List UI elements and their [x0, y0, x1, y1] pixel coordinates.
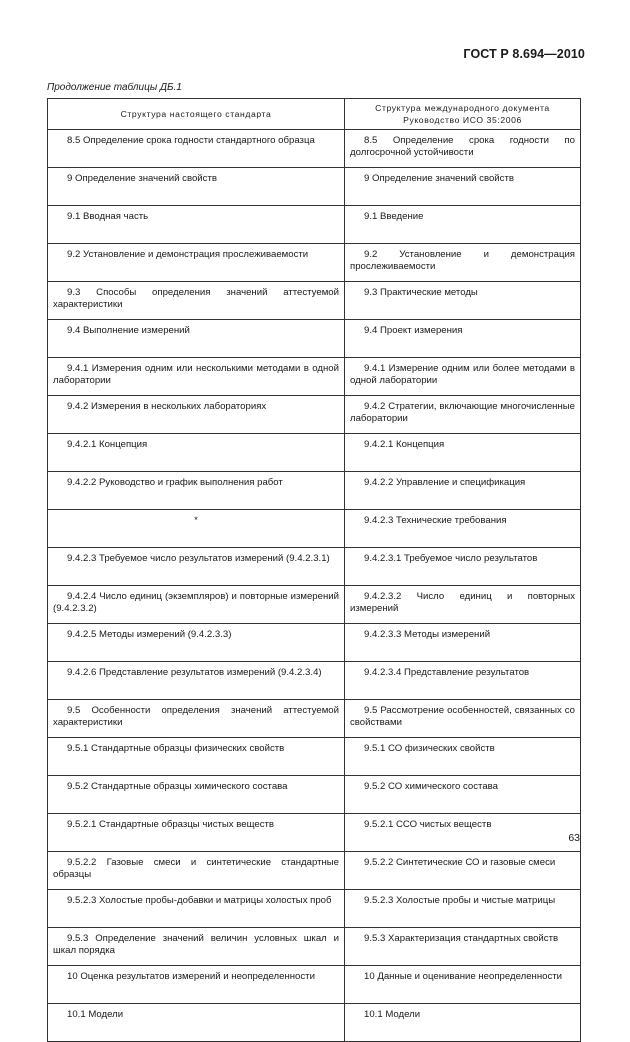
table-row: [48, 320, 581, 358]
cell-text: 9.4 Проект измерения: [364, 325, 463, 336]
table-row: [48, 1004, 581, 1042]
cell-iso-guide: [345, 814, 581, 852]
cell-iso-guide: [345, 548, 581, 586]
table-row: [48, 472, 581, 510]
cell-text: 9.4.2.3.4 Представление результатов: [364, 667, 530, 678]
cell-text: 9.4.1 Измерения одним или несколькими методами в одной лаборатории: [53, 363, 339, 386]
cell-text: 10 Данные и оценивание неопределенности: [364, 971, 563, 982]
cell-text: 9.5.2.3 Холостые пробы и чистые матрицы: [364, 895, 556, 906]
cell-iso-guide: [345, 738, 581, 776]
cell-iso-guide: [345, 472, 581, 510]
cell-text: 9.4.2.1 Концепция: [364, 439, 445, 450]
table-row: [48, 662, 581, 700]
cell-text: 9.5.2 СО химического состава: [364, 781, 499, 792]
cell-iso-guide: [345, 282, 581, 320]
cell-iso-guide: [345, 624, 581, 662]
cell-text: 9.4.2.3.3 Методы измерений: [364, 629, 491, 640]
table-row: [48, 586, 581, 624]
table-row: [48, 890, 581, 928]
cell-iso-guide: [345, 206, 581, 244]
cell-this-standard: [48, 624, 345, 662]
cell-iso-guide: [345, 320, 581, 358]
cell-text: 9.4.2.4 Число единиц (экземпляров) и повторные измерений (9.4.2.3.2): [53, 591, 339, 614]
cell-text: 9.4.2.1 Концепция: [67, 439, 148, 450]
cell-text: 9.3 Практические методы: [364, 287, 478, 298]
cell-iso-guide: [345, 396, 581, 434]
cell-iso-guide: [345, 852, 581, 890]
table-row: [48, 814, 581, 852]
cell-this-standard: [48, 662, 345, 700]
cell-text: 9.5.2 Стандартные образцы химического состава: [67, 781, 288, 792]
table-row: [48, 282, 581, 320]
cell-text: 9.5.2.1 Стандартные образцы чистых веществ: [67, 819, 274, 830]
cell-iso-guide: [345, 700, 581, 738]
cell-text: 9.5.1 Стандартные образцы физических свойств: [67, 743, 285, 754]
column-header-this-standard: Структура настоящего стандарта: [48, 99, 345, 130]
correspondence-table: [47, 98, 581, 1042]
cell-text: 10.1 Модели: [67, 1009, 124, 1020]
cell-text: 9.5.2.2 Синтетические СО и газовые смеси: [364, 857, 556, 868]
cell-this-standard: [48, 700, 345, 738]
cell-this-standard: [48, 586, 345, 624]
cell-text: 10 Оценка результатов измерений и неопределенности: [67, 971, 315, 982]
table-row: [48, 776, 581, 814]
cell-text: 9 Определение значений свойств: [364, 173, 514, 184]
cell-text: 9.4.1 Измерение одним или более методами в одной лаборатории: [350, 363, 575, 386]
table-row: [48, 206, 581, 244]
cell-text: 9.4.2.3 Требуемое число результатов измерений (9.4.2.3.1): [67, 553, 330, 564]
cell-text: 9.4.2.2 Руководство и график выполнения работ: [67, 477, 283, 488]
cell-text: 9.4.2.3.2 Число единиц и повторных измерений: [350, 591, 575, 614]
cell-iso-guide: [345, 662, 581, 700]
cell-text: 9.4.2 Стратегии, включающие многочисленные лаборатории: [350, 401, 575, 424]
cell-text: 9.5.3 Характеризация стандартных свойств: [364, 933, 559, 944]
cell-this-standard: [48, 814, 345, 852]
cell-this-standard: [48, 472, 345, 510]
cell-iso-guide: [345, 434, 581, 472]
cell-this-standard: [48, 738, 345, 776]
cell-this-standard: [48, 1004, 345, 1042]
cell-this-standard: [48, 928, 345, 966]
table-row: [48, 434, 581, 472]
cell-text: *: [194, 515, 198, 526]
cell-text: 9.5.2.3 Холостые пробы-добавки и матрицы холостых проб: [67, 895, 332, 906]
cell-text: 10.1 Модели: [364, 1009, 421, 1020]
table-row: [48, 548, 581, 586]
cell-text: 9.2 Установление и демонстрация прослеживаемости: [350, 249, 575, 272]
table-row: [48, 510, 581, 548]
table-row: [48, 168, 581, 206]
table-row: [48, 396, 581, 434]
cell-text: 9.1 Вводная часть: [67, 211, 149, 222]
cell-this-standard: [48, 510, 345, 548]
cell-iso-guide: [345, 928, 581, 966]
cell-this-standard: [48, 130, 345, 168]
cell-text: 9.4.2.5 Методы измерений (9.4.2.3.3): [67, 629, 232, 640]
cell-text: 9.5.3 Определение значений величин условных шкал и шкал порядка: [53, 933, 339, 956]
page-number: 63: [568, 832, 580, 844]
table-row: [48, 700, 581, 738]
cell-iso-guide: [345, 130, 581, 168]
cell-text: 9 Определение значений свойств: [67, 173, 217, 184]
cell-this-standard: [48, 168, 345, 206]
cell-text: 9.5 Рассмотрение особенностей, связанных со свойствами: [350, 705, 575, 728]
cell-iso-guide: [345, 358, 581, 396]
cell-text: 9.5 Особенности определения значений аттестуемой характеристики: [53, 705, 339, 728]
cell-text: 8.5 Определение срока годности стандартного образца: [67, 135, 315, 146]
cell-iso-guide: [345, 586, 581, 624]
cell-this-standard: [48, 206, 345, 244]
cell-text: 9.4.2.3.1 Требуемое число результатов: [364, 553, 538, 564]
cell-iso-guide: [345, 776, 581, 814]
cell-this-standard: [48, 244, 345, 282]
cell-this-standard: [48, 434, 345, 472]
table-caption: Продолжение таблицы ДБ.1: [47, 82, 182, 93]
table-row: [48, 852, 581, 890]
cell-iso-guide: [345, 168, 581, 206]
cell-text: 9.5.1 СО физических свойств: [364, 743, 495, 754]
standard-code: ГОСТ Р 8.694—2010: [463, 47, 585, 61]
table-row: [48, 928, 581, 966]
cell-text: 9.4.2.2 Управление и спецификация: [364, 477, 526, 488]
cell-text: 9.5.2.1 ССО чистых веществ: [364, 819, 492, 830]
cell-text: 9.5.2.2 Газовые смеси и синтетические стандартные образцы: [53, 857, 339, 880]
cell-text: 8.5 Определение срока годности по долгосрочной устойчивости: [350, 135, 575, 158]
cell-this-standard: [48, 358, 345, 396]
cell-iso-guide: [345, 510, 581, 548]
cell-this-standard: [48, 320, 345, 358]
cell-iso-guide: [345, 966, 581, 1004]
table-body: [48, 130, 581, 1042]
cell-text: 9.4.2.3 Технические требования: [364, 515, 507, 526]
table-row: [48, 358, 581, 396]
cell-text: 9.4.2.6 Представление результатов измерений (9.4.2.3.4): [67, 667, 322, 678]
cell-iso-guide: [345, 244, 581, 282]
cell-this-standard: [48, 548, 345, 586]
cell-text: 9.2 Установление и демонстрация прослеживаемости: [67, 249, 309, 260]
cell-this-standard: [48, 776, 345, 814]
table-row: [48, 244, 581, 282]
cell-text: 9.4.2 Измерения в нескольких лабораториях: [67, 401, 267, 412]
table-header-row: [48, 99, 581, 130]
cell-this-standard: [48, 852, 345, 890]
cell-text: 9.4 Выполнение измерений: [67, 325, 190, 336]
cell-iso-guide: [345, 1004, 581, 1042]
cell-text: 9.1 Введение: [364, 211, 424, 222]
cell-text: 9.3 Способы определения значений аттестуемой характеристики: [53, 287, 339, 310]
cell-this-standard: [48, 282, 345, 320]
cell-iso-guide: [345, 890, 581, 928]
table-row: [48, 130, 581, 168]
cell-this-standard: [48, 966, 345, 1004]
table-row: [48, 624, 581, 662]
table-row: [48, 738, 581, 776]
cell-this-standard: [48, 890, 345, 928]
column-header-iso-guide: Структура международного документа Руководство ИСО 35:2006: [345, 99, 581, 130]
cell-this-standard: [48, 396, 345, 434]
table-row: [48, 966, 581, 1004]
